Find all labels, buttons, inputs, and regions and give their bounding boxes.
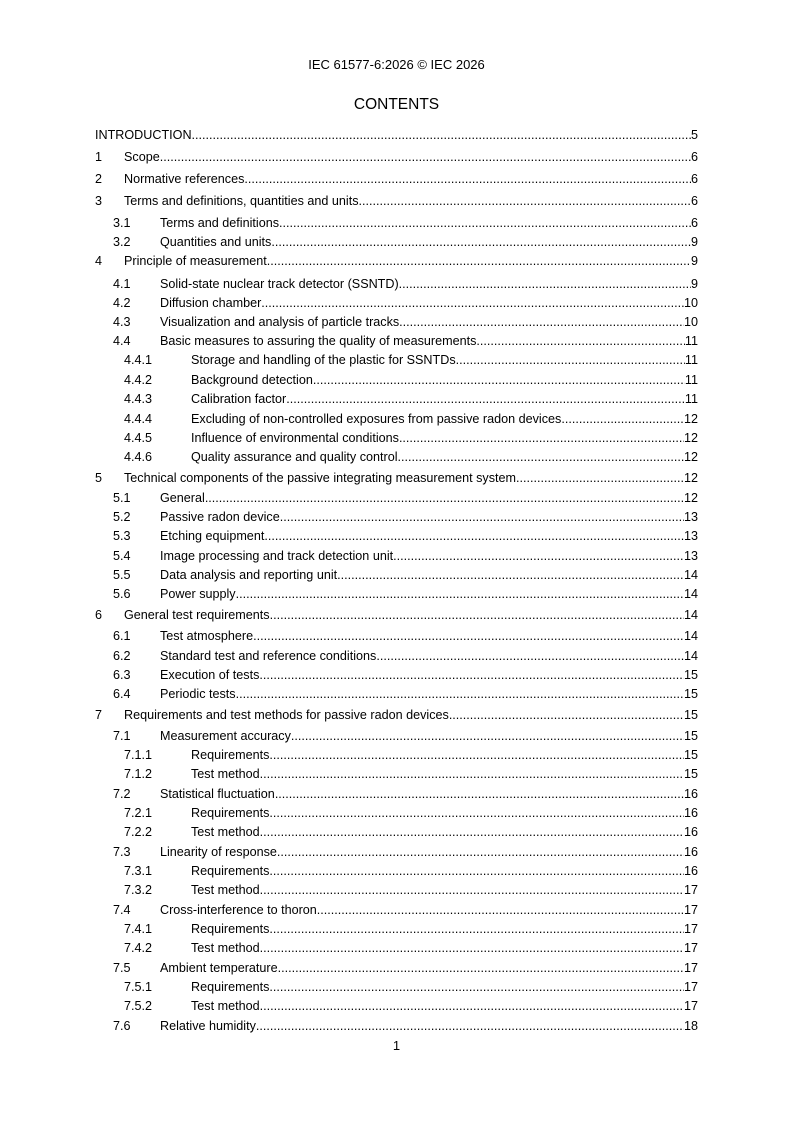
toc-entry-title: Terms and definitions	[160, 216, 280, 230]
toc-entry-number: 7	[95, 708, 103, 722]
toc-entry-page: 6	[690, 194, 698, 208]
toc-entry-number: 5.4	[113, 549, 131, 563]
toc-entry[interactable]	[95, 169, 698, 187]
toc-dot-leader	[261, 296, 684, 311]
toc-entry-number: 4	[95, 254, 103, 268]
toc-entry-title: Terms and definitions, quantities and units	[124, 194, 359, 208]
toc-entry[interactable]	[95, 350, 698, 368]
toc-entry[interactable]	[95, 468, 698, 486]
toc-entry-number: 6.1	[113, 629, 131, 643]
toc-entry-title: Calibration factor	[191, 392, 287, 406]
toc-entry-title: Etching equipment	[160, 529, 265, 543]
toc-dot-leader	[291, 729, 684, 744]
toc-entry-number: 7.3.2	[124, 883, 153, 897]
toc-entry-page: 14	[683, 629, 698, 643]
toc-entry[interactable]	[95, 428, 698, 446]
toc-entry-number: 7.1	[113, 729, 131, 743]
toc-entry-page: 17	[683, 883, 698, 897]
toc-entry[interactable]	[95, 584, 698, 602]
toc-entry-number: 7.5.1	[124, 980, 153, 994]
toc-entry-number: 7.4	[113, 903, 131, 917]
toc-entry-title: Measurement accuracy	[160, 729, 291, 743]
toc-entry-page: 11	[684, 373, 698, 387]
toc-entry-page: 12	[683, 431, 698, 445]
toc-entry[interactable]	[95, 1016, 698, 1034]
toc-dot-leader	[456, 353, 685, 368]
toc-entry-number: 3.1	[113, 216, 131, 230]
toc-entry[interactable]	[95, 861, 698, 879]
toc-dot-leader	[277, 845, 684, 860]
toc-entry-number: 1	[95, 150, 103, 164]
toc-entry[interactable]	[95, 726, 698, 744]
toc-entry[interactable]	[95, 880, 698, 898]
toc-entry-page: 15	[683, 687, 698, 701]
toc-entry-page: 12	[683, 471, 698, 485]
toc-entry[interactable]	[95, 312, 698, 330]
toc-dot-leader	[275, 787, 684, 802]
toc-entry[interactable]	[95, 977, 698, 995]
toc-entry[interactable]	[95, 605, 698, 623]
toc-entry-number: 7.3	[113, 845, 131, 859]
toc-entry-page: 6	[690, 172, 698, 186]
toc-entry-number: 5.5	[113, 568, 131, 582]
toc-entry[interactable]	[95, 900, 698, 918]
toc-entry-number: 3	[95, 194, 103, 208]
toc-entry-number: 6.3	[113, 668, 131, 682]
toc-entry-title: Test method	[191, 883, 260, 897]
toc-entry-page: 16	[683, 825, 698, 839]
toc-entry-number: 6.2	[113, 649, 131, 663]
toc-dot-leader	[267, 254, 691, 269]
toc-entry-title: Test method	[191, 767, 260, 781]
toc-entry-number: 7.4.1	[124, 922, 153, 936]
page-number: 1	[392, 1038, 401, 1053]
toc-dot-leader	[260, 767, 684, 782]
toc-dot-leader	[317, 903, 684, 918]
toc-entry[interactable]	[95, 331, 698, 349]
toc-entry-number: 5.3	[113, 529, 131, 543]
toc-entry-title: Influence of environmental conditions	[191, 431, 399, 445]
toc-dot-leader	[236, 687, 684, 702]
toc-dot-leader	[205, 491, 684, 506]
toc-entry[interactable]	[95, 191, 698, 209]
toc-entry-page: 16	[683, 845, 698, 859]
toc-dot-leader	[476, 334, 685, 349]
toc-dot-leader	[393, 549, 684, 564]
toc-entry[interactable]	[95, 565, 698, 583]
toc-dot-leader	[269, 922, 684, 937]
toc-entry-title: Visualization and analysis of particle tracks	[160, 315, 400, 329]
toc-dot-leader	[260, 883, 684, 898]
toc-dot-leader	[398, 450, 684, 465]
toc-dot-leader	[278, 961, 684, 976]
toc-entry-number: 4.4.6	[124, 450, 153, 464]
toc-entry-number: 7.2.2	[124, 825, 153, 839]
toc-dot-leader	[260, 825, 684, 840]
toc-entry-number: 5	[95, 471, 103, 485]
toc-entry[interactable]	[95, 646, 698, 664]
toc-entry-title: Diffusion chamber	[160, 296, 262, 310]
toc-entry-number: 7.4.2	[124, 941, 153, 955]
toc-entry-number: 5.1	[113, 491, 131, 505]
toc-entry[interactable]	[95, 526, 698, 544]
toc-entry[interactable]	[95, 251, 698, 269]
toc-entry[interactable]	[95, 784, 698, 802]
toc-entry-title: Standard test and reference conditions	[160, 649, 377, 663]
toc-entry-page: 9	[690, 254, 698, 268]
toc-entry-number: 3.2	[113, 235, 131, 249]
toc-entry-number: 5.6	[113, 587, 131, 601]
toc-entry-title: Quality assurance and quality control	[191, 450, 398, 464]
toc-dot-leader	[516, 471, 684, 486]
toc-dot-leader	[269, 980, 684, 995]
toc-entry-number: 4.4.1	[124, 353, 153, 367]
toc-entry-number: 4.1	[113, 277, 131, 291]
toc-entry-page: 17	[683, 980, 698, 994]
toc-dot-leader	[259, 668, 684, 683]
toc-dot-leader	[313, 373, 685, 388]
toc-entry-page: 18	[683, 1019, 698, 1033]
toc-entry-page: 10	[683, 296, 698, 310]
toc-entry[interactable]	[95, 938, 698, 956]
toc-entry-page: 15	[683, 748, 698, 762]
toc-entry-title: Relative humidity	[160, 1019, 256, 1033]
toc-entry-page: 6	[690, 150, 698, 164]
toc-entry-number: 5.2	[113, 510, 131, 524]
toc-entry-title: Basic measures to assuring the quality of measurements	[160, 334, 477, 348]
toc-dot-leader	[270, 608, 684, 623]
toc-dot-leader	[264, 529, 684, 544]
toc-entry-number: 7.3.1	[124, 864, 153, 878]
toc-dot-leader	[269, 806, 684, 821]
toc-entry[interactable]	[95, 919, 698, 937]
toc-entry[interactable]	[95, 996, 698, 1014]
toc-dot-leader	[269, 748, 684, 763]
toc-entry-title: Storage and handling of the plastic for SSNTDs	[191, 353, 456, 367]
toc-entry-page: 17	[683, 941, 698, 955]
toc-dot-leader	[359, 194, 691, 209]
toc-dot-leader	[561, 412, 684, 427]
toc-entry-page: 11	[684, 334, 698, 348]
toc-entry-title: Ambient temperature	[160, 961, 278, 975]
toc-entry-page: 9	[690, 235, 698, 249]
toc-dot-leader	[286, 392, 685, 407]
toc-entry-number: 4.4	[113, 334, 131, 348]
toc-entry-title: Cross-interference to thoron	[160, 903, 317, 917]
toc-entry-page: 11	[684, 353, 698, 367]
toc-entry-title: Requirements	[191, 922, 270, 936]
toc-entry-number: 4.4.4	[124, 412, 153, 426]
toc-entry-title: Excluding of non-controlled exposures from passive radon devices	[191, 412, 562, 426]
toc-entry-number: 4.3	[113, 315, 131, 329]
document-header: IEC 61577-6:2026 © IEC 2026	[308, 57, 485, 72]
toc-entry[interactable]	[95, 822, 698, 840]
toc-entry[interactable]	[95, 803, 698, 821]
toc-entry-title: Power supply	[160, 587, 236, 601]
toc-entry[interactable]	[95, 764, 698, 782]
toc-entry-page: 12	[683, 450, 698, 464]
toc-dot-leader	[399, 277, 691, 292]
toc-entry[interactable]	[95, 745, 698, 763]
toc-entry-number: 4.4.5	[124, 431, 153, 445]
toc-entry-page: 16	[683, 787, 698, 801]
toc-entry-number: 2	[95, 172, 103, 186]
toc-dot-leader	[260, 941, 684, 956]
toc-dot-leader	[253, 629, 684, 644]
toc-entry[interactable]	[95, 409, 698, 427]
toc-entry[interactable]	[95, 274, 698, 292]
toc-entry-title: Requirements	[191, 748, 270, 762]
toc-entry-title: General test requirements	[124, 608, 270, 622]
toc-dot-leader	[269, 864, 684, 879]
toc-entry-title: Requirements and test methods for passive radon devices	[124, 708, 449, 722]
toc-entry-title: Test method	[191, 941, 260, 955]
toc-dot-leader	[244, 172, 691, 187]
toc-entry-page: 12	[683, 491, 698, 505]
toc-entry-title: Requirements	[191, 864, 270, 878]
toc-entry-title: Passive radon device	[160, 510, 280, 524]
toc-entry-page: 12	[683, 412, 698, 426]
toc-entry-number: 6.4	[113, 687, 131, 701]
toc-entry-title: Data analysis and reporting unit	[160, 568, 338, 582]
toc-entry-page: 11	[684, 392, 698, 406]
toc-entry-title: Linearity of response	[160, 845, 277, 859]
toc-entry-title: Image processing and track detection unit	[160, 549, 394, 563]
toc-dot-leader	[271, 235, 691, 250]
toc-entry-number: 4.4.3	[124, 392, 153, 406]
toc-dot-leader	[399, 315, 684, 330]
toc-entry-title: Requirements	[191, 980, 270, 994]
toc-dot-leader	[192, 128, 691, 143]
toc-entry[interactable]	[95, 626, 698, 644]
toc-entry[interactable]	[95, 958, 698, 976]
toc-entry-number: 7.2	[113, 787, 131, 801]
toc-dot-leader	[260, 999, 684, 1014]
toc-entry-page: 17	[683, 922, 698, 936]
toc-entry-page: 17	[683, 903, 698, 917]
toc-entry-title: Normative references	[124, 172, 245, 186]
toc-entry-page: 13	[683, 529, 698, 543]
toc-entry[interactable]	[95, 147, 698, 165]
toc-entry-number: 7.1.1	[124, 748, 153, 762]
toc-entry-title: Execution of tests	[160, 668, 260, 682]
toc-entry[interactable]	[95, 389, 698, 407]
toc-entry-title: Background detection	[191, 373, 313, 387]
toc-entry-number: 7.1.2	[124, 767, 153, 781]
toc-entry[interactable]	[95, 546, 698, 564]
toc-entry-title: Requirements	[191, 806, 270, 820]
toc-entry-number: 6	[95, 608, 103, 622]
toc-entry-page: 9	[690, 277, 698, 291]
toc-dot-leader	[376, 649, 684, 664]
toc-entry-number: 4.2	[113, 296, 131, 310]
toc-dot-leader	[337, 568, 684, 583]
toc-entry-number: 7.5.2	[124, 999, 153, 1013]
toc-dot-leader	[280, 510, 684, 525]
toc-entry-title: Principle of measurement	[124, 254, 267, 268]
toc-entry[interactable]	[95, 488, 698, 506]
toc-entry[interactable]	[95, 665, 698, 683]
toc-entry-page: 14	[683, 649, 698, 663]
toc-entry-page: 17	[683, 961, 698, 975]
toc-entry-page: 16	[683, 806, 698, 820]
toc-entry-title: Scope	[124, 150, 160, 164]
toc-entry[interactable]	[95, 125, 698, 143]
toc-entry-page: 14	[683, 587, 698, 601]
toc-entry-title: Test atmosphere	[160, 629, 254, 643]
toc-entry-title: Solid-state nuclear track detector (SSNTD)	[160, 277, 399, 291]
toc-entry-page: 15	[683, 668, 698, 682]
toc-entry-page: 15	[683, 729, 698, 743]
toc-entry-page: 15	[683, 767, 698, 781]
toc-entry[interactable]	[95, 842, 698, 860]
toc-dot-leader	[449, 708, 684, 723]
toc-entry-page: 6	[690, 216, 698, 230]
toc-dot-leader	[399, 431, 684, 446]
toc-entry-number: 7.2.1	[124, 806, 153, 820]
toc-entry-page: 17	[683, 999, 698, 1013]
toc-entry-title: Statistical fluctuation	[160, 787, 275, 801]
toc-entry-title: Periodic tests	[160, 687, 236, 701]
toc-entry-number: 7.6	[113, 1019, 131, 1033]
toc-entry-title: INTRODUCTION	[95, 128, 192, 142]
toc-entry-page: 14	[683, 608, 698, 622]
toc-dot-leader	[256, 1019, 684, 1034]
toc-entry[interactable]	[95, 705, 698, 723]
page-title: CONTENTS	[353, 96, 440, 113]
toc-entry-number: 7.5	[113, 961, 131, 975]
toc-entry[interactable]	[95, 293, 698, 311]
toc-entry[interactable]	[95, 232, 698, 250]
toc-entry-page: 15	[683, 708, 698, 722]
toc-dot-leader	[236, 587, 684, 602]
toc-entry[interactable]	[95, 507, 698, 525]
toc-entry[interactable]	[95, 684, 698, 702]
toc-entry-title: Quantities and units	[160, 235, 272, 249]
toc-entry[interactable]	[95, 447, 698, 465]
toc-entry-page: 13	[683, 549, 698, 563]
toc-entry-title: General	[160, 491, 205, 505]
toc-entry-page: 14	[683, 568, 698, 582]
toc-entry-title: Test method	[191, 999, 260, 1013]
toc-entry-number: 4.4.2	[124, 373, 153, 387]
toc-entry-page: 16	[683, 864, 698, 878]
toc-entry[interactable]	[95, 213, 698, 231]
toc-entry[interactable]	[95, 370, 698, 388]
toc-dot-leader	[279, 216, 691, 231]
toc-entry-title: Technical components of the passive integrating measurement system	[124, 471, 517, 485]
toc-dot-leader	[160, 150, 691, 165]
toc-entry-title: Test method	[191, 825, 260, 839]
toc-entry-page: 13	[683, 510, 698, 524]
toc-entry-page: 5	[690, 128, 698, 142]
toc-entry-page: 10	[683, 315, 698, 329]
